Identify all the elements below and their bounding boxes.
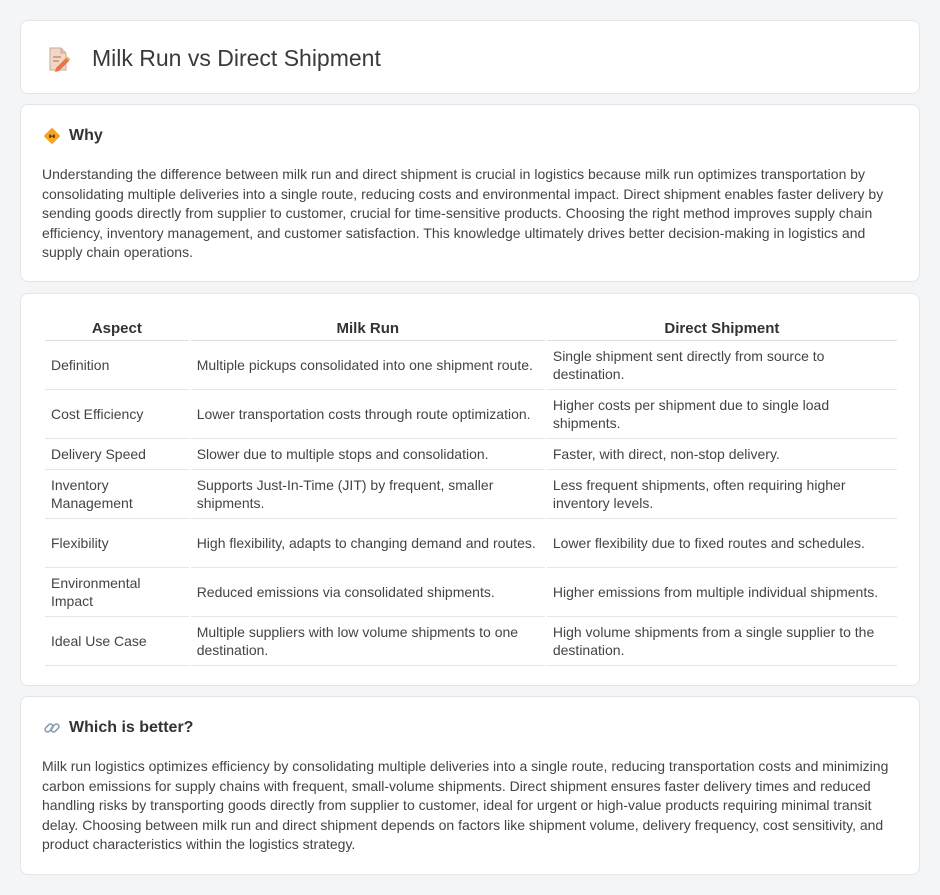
which-is-better-text: Milk run logistics optimizes efficiency by consolidating multiple deliveries into a single route, reducing transportation costs and minimizing carbon emissions for supply chains with frequent, small-volume shipments. Direct shipment ensures faster delivery times and reduced handling risks by transporting goods directly from supplier to customer, ideal for urgent or high-value products requiring minimal transit delay. Choosing between milk run and direct shipment depends on factors like shipment volume, delivery frequency, cost sensitivity, and product characteristics within the logistics strategy. bbox=[42, 758, 889, 852]
comparison-table bbox=[43, 316, 899, 666]
aspect-cell: Environmental Impact bbox=[45, 568, 189, 617]
table-header-row bbox=[45, 316, 897, 341]
table-row bbox=[45, 519, 897, 568]
table-row bbox=[45, 341, 897, 390]
aspect-cell: Definition bbox=[45, 341, 189, 390]
which-is-better-title: Which is better? bbox=[69, 719, 194, 736]
table-row bbox=[45, 470, 897, 519]
table-row bbox=[45, 568, 897, 617]
aspect-cell: Ideal Use Case bbox=[45, 617, 189, 666]
direct-shipment-cell: High volume shipments from a single supplier to the destination. bbox=[547, 617, 897, 666]
milk-run-cell: Multiple pickups consolidated into one shipment route. bbox=[191, 341, 545, 390]
direct-shipment-cell: Single shipment sent directly from source to destination. bbox=[547, 341, 897, 390]
milk-run-cell: High flexibility, adapts to changing demand and routes. bbox=[191, 519, 545, 568]
direct-shipment-cell: Higher costs per shipment due to single load shipments. bbox=[547, 390, 897, 439]
road-sign-icon bbox=[43, 127, 61, 145]
table-row bbox=[45, 617, 897, 666]
column-header-aspect: Aspect bbox=[45, 316, 189, 341]
column-header-direct-shipment: Direct Shipment bbox=[547, 316, 897, 341]
aspect-cell: Cost Efficiency bbox=[45, 390, 189, 439]
direct-shipment-cell: Less frequent shipments, often requiring higher inventory levels. bbox=[547, 470, 897, 519]
direct-shipment-cell: Faster, with direct, non-stop delivery. bbox=[547, 439, 897, 470]
table-row bbox=[45, 439, 897, 470]
why-title: Why bbox=[69, 127, 103, 144]
aspect-cell: Flexibility bbox=[45, 519, 189, 568]
milk-run-cell: Reduced emissions via consolidated shipments. bbox=[191, 568, 545, 617]
milk-run-cell: Multiple suppliers with low volume shipments to one destination. bbox=[191, 617, 545, 666]
direct-shipment-cell: Lower flexibility due to fixed routes and schedules. bbox=[547, 519, 897, 568]
table-row bbox=[45, 390, 897, 439]
document-pencil-icon bbox=[47, 46, 71, 72]
aspect-cell: Delivery Speed bbox=[45, 439, 189, 470]
why-text: Understanding the difference between milk run and direct shipment is crucial in logistics because milk run optimizes transportation by consolidating multiple deliveries into a single route, reducing costs and environmental impact. Direct shipment enables faster delivery by sending goods directly from supplier to customer, crucial for time-sensitive products. Choosing the right method improves supply chain efficiency, inventory management, and customer satisfaction. This knowledge ultimately drives better decision-making in logistics and supply chain operations. bbox=[42, 166, 884, 260]
aspect-cell: Inventory Management bbox=[45, 470, 189, 519]
milk-run-cell: Lower transportation costs through route optimization. bbox=[191, 390, 545, 439]
direct-shipment-cell: Higher emissions from multiple individual shipments. bbox=[547, 568, 897, 617]
milk-run-cell: Slower due to multiple stops and consolidation. bbox=[191, 439, 545, 470]
header-card bbox=[20, 20, 920, 94]
milk-run-cell: Supports Just-In-Time (JIT) by frequent, smaller shipments. bbox=[191, 470, 545, 519]
column-header-milk-run: Milk Run bbox=[191, 316, 545, 341]
link-icon bbox=[43, 719, 61, 737]
why-section bbox=[20, 104, 920, 282]
comparison-section bbox=[20, 293, 920, 686]
page-title: Milk Run vs Direct Shipment bbox=[92, 45, 381, 71]
which-is-better-section bbox=[20, 696, 920, 875]
